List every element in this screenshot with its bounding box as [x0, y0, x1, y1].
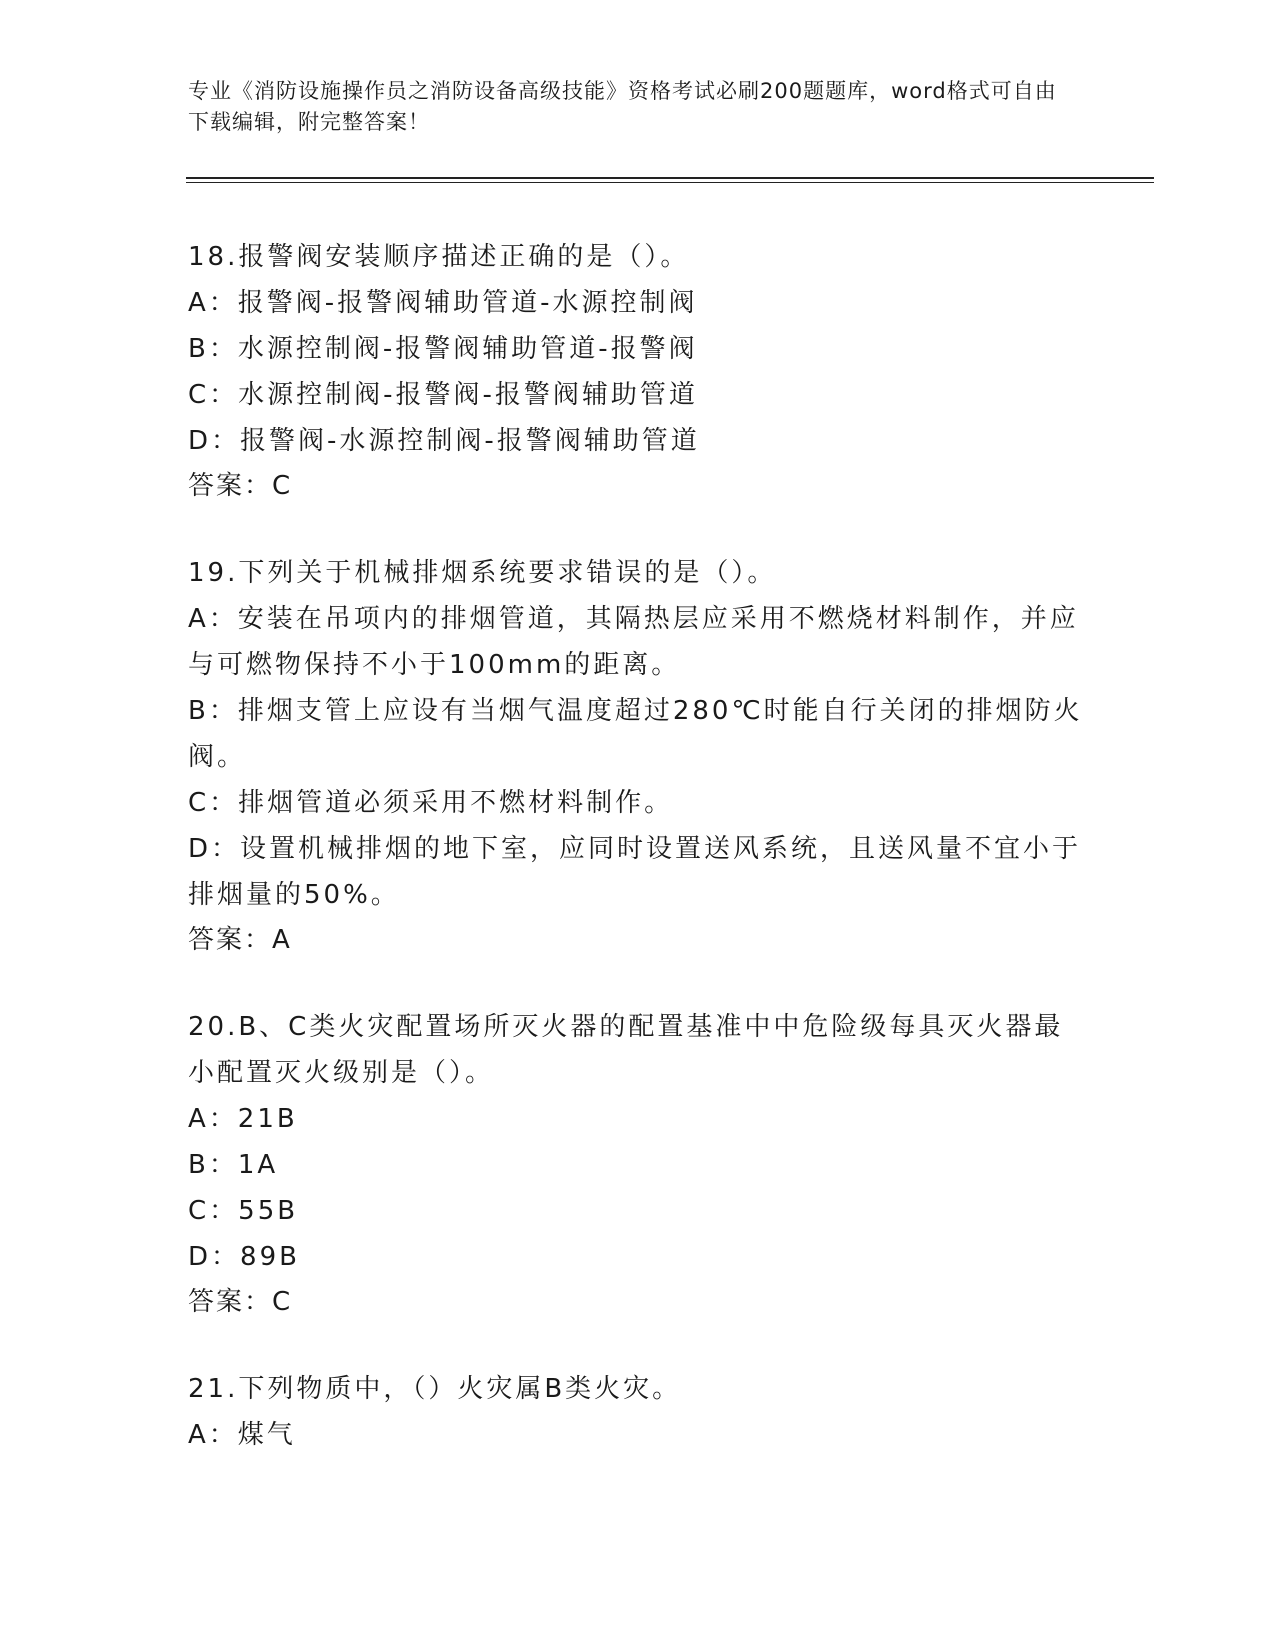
question-stem: 18.报警阀安装顺序描述正确的是（）。	[188, 242, 690, 272]
option-a: A：安装在吊项内的排烟管道，其隔热层应采用不燃烧材料制作，并应与可燃物保持不小于100mm的距离。	[188, 604, 1079, 680]
option-a: A：21B	[188, 1104, 298, 1134]
option-d: D：89B	[188, 1242, 300, 1272]
option-c: C：排烟管道必须采用不燃材料制作。	[188, 788, 674, 818]
answer	[188, 918, 1088, 962]
option-d: D：报警阀-水源控制阀-报警阀辅助管道	[188, 426, 700, 456]
answer-value: C	[272, 471, 292, 501]
question-stem: 21.下列物质中，（）火灾属B类火灾。	[188, 1374, 682, 1404]
answer-value: A	[272, 925, 291, 955]
question-18	[188, 234, 1088, 508]
option-d: D：设置机械排烟的地下室，应同时设置送风系统，且送风量不宜小于排烟量的50%。	[188, 834, 1082, 910]
question-stem: 20.B、C类火灾配置场所灭火器的配置基准中中危险级每具灭火器最小配置灭火级别是（）。	[188, 1012, 1064, 1088]
answer-label: 答案：	[188, 1287, 273, 1317]
option-c: C：水源控制阀-报警阀-报警阀辅助管道	[188, 380, 698, 410]
document-header: 专业《消防设施操作员之消防设备高级技能》资格考试必刷200题题库，word格式可自由下载编辑，附完整答案！	[188, 79, 1057, 134]
question-19	[188, 550, 1088, 962]
option-b: B：1A	[188, 1150, 279, 1180]
question-stem: 19.下列关于机械排烟系统要求错误的是（）。	[188, 558, 777, 588]
answer	[188, 1280, 1088, 1324]
answer	[188, 464, 1088, 508]
question-21	[188, 1366, 1088, 1458]
question-20	[188, 1004, 1088, 1324]
answer-label: 答案：	[188, 471, 273, 501]
option-a: A：煤气	[188, 1420, 296, 1450]
header-divider	[186, 177, 1154, 183]
answer-value: C	[272, 1287, 292, 1317]
answer-label: 答案：	[188, 925, 273, 955]
option-a: A：报警阀-报警阀辅助管道-水源控制阀	[188, 288, 698, 318]
option-c: C：55B	[188, 1196, 299, 1226]
question-list	[188, 234, 1088, 1500]
option-b: B：水源控制阀-报警阀辅助管道-报警阀	[188, 334, 698, 364]
option-b: B：排烟支管上应设有当烟气温度超过280℃时能自行关闭的排烟防火阀。	[188, 696, 1083, 772]
